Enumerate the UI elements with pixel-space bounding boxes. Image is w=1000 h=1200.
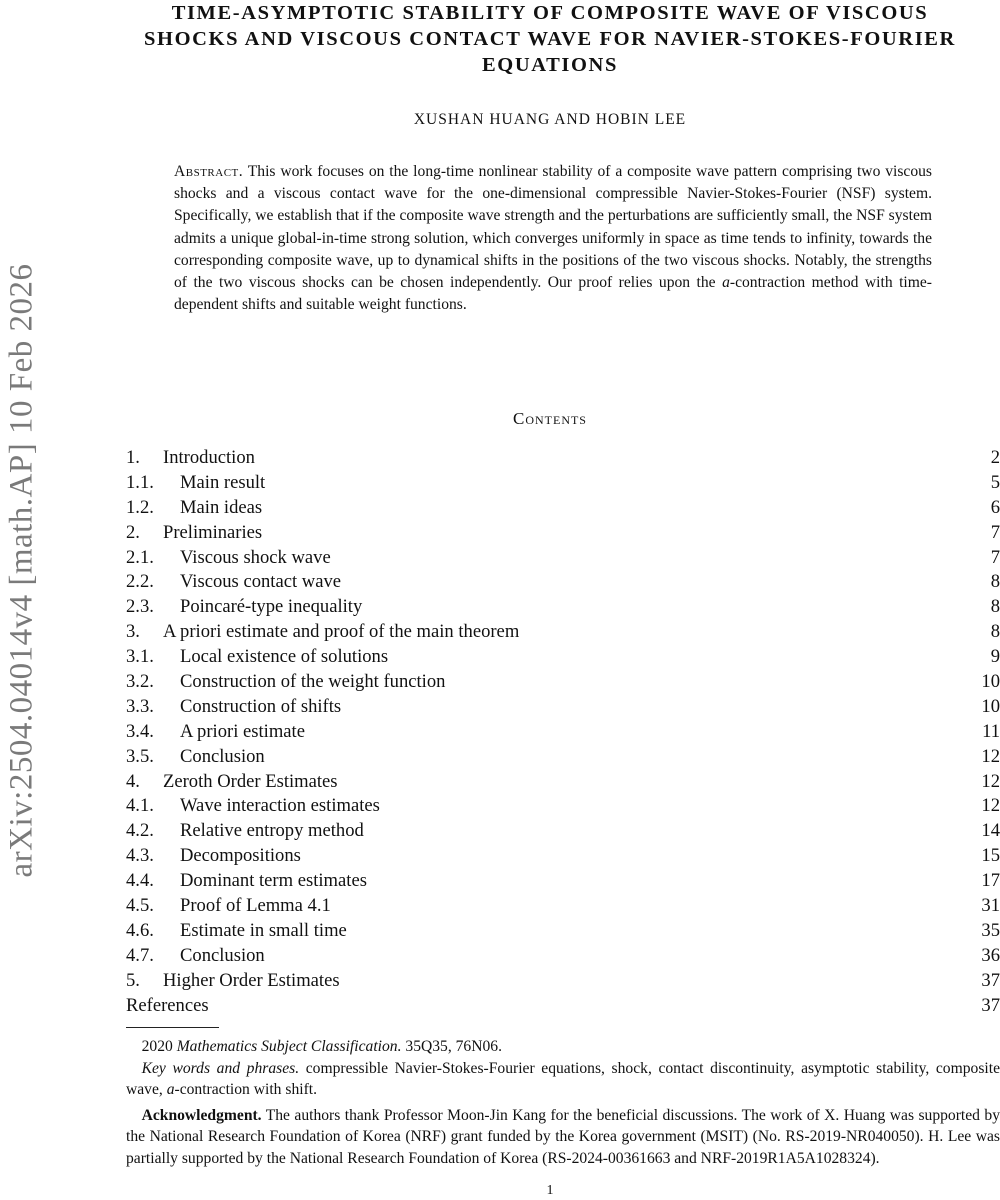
toc-entry-page: 37 <box>981 969 1000 991</box>
abstract-body-end: -contraction method with time-dependent shifts and suitable weight functions. <box>174 274 933 314</box>
toc-entry-number: 3.1. <box>126 646 154 668</box>
toc-entry-label: Conclusion <box>180 944 265 966</box>
msc-year: 2020 <box>141 1038 173 1055</box>
toc-entry[interactable] <box>126 795 1000 820</box>
toc-entry-title <box>126 671 445 693</box>
toc-entry-number: 3.2. <box>126 671 154 693</box>
toc-entry-title <box>126 522 262 544</box>
toc-entry-label: Conclusion <box>180 745 265 767</box>
toc-entry-label: Higher Order Estimates <box>163 969 340 991</box>
toc-entry-page: 35 <box>981 919 1000 941</box>
toc-entry[interactable] <box>126 497 1000 522</box>
toc-entry-label: Local existence of solutions <box>180 646 389 668</box>
toc-entry-title <box>126 621 519 643</box>
toc-entry-label: Zeroth Order Estimates <box>163 770 338 792</box>
toc-entry[interactable] <box>126 671 1000 696</box>
keywords-a-symbol: a <box>166 1081 175 1098</box>
toc-entry-page: 10 <box>981 695 1000 717</box>
toc-entry-title <box>126 596 362 618</box>
toc-entry-title <box>126 696 341 718</box>
toc-entry-number: 3.4. <box>126 720 154 742</box>
toc-entry-label: Viscous contact wave <box>180 571 342 593</box>
toc-entry[interactable] <box>126 547 1000 572</box>
toc-entry-number: 1.1. <box>126 471 154 493</box>
msc-footnote <box>126 1036 1000 1058</box>
toc-entry-title <box>126 970 340 992</box>
keywords-footnote <box>126 1058 1000 1101</box>
keywords-label: Key words and phrases. <box>141 1059 300 1077</box>
toc-entry-number: 2.3. <box>126 596 154 618</box>
toc-entry[interactable] <box>126 920 1000 945</box>
toc-entry-title <box>126 721 305 743</box>
toc-entry-title <box>126 571 341 593</box>
toc-entry-label: Main ideas <box>180 496 263 518</box>
toc-entry-title <box>126 845 301 867</box>
abstract <box>174 161 932 316</box>
toc-entry-page: 14 <box>981 820 1000 842</box>
toc-entry-title <box>126 945 265 967</box>
toc-entry-page: 5 <box>990 471 1000 493</box>
toc-entry-title <box>126 895 331 917</box>
toc-entry-number: 2. <box>126 521 140 543</box>
toc-entry-page: 12 <box>981 745 1000 767</box>
toc-entry-number: 2.2. <box>126 571 154 593</box>
msc-codes: 35Q35, 76N06. <box>405 1038 502 1055</box>
toc-entry[interactable] <box>126 596 1000 621</box>
toc-entry[interactable] <box>126 970 1000 995</box>
toc-entry-number: 3.5. <box>126 745 154 767</box>
footnote-rule <box>126 1027 219 1028</box>
toc-entry-page: 8 <box>990 596 1000 618</box>
toc-entry[interactable] <box>126 995 1000 1020</box>
title-line: SHOCKS AND VISCOUS CONTACT WAVE FOR NAVIER-STOKES-FOURIER <box>144 28 956 50</box>
toc-entry-label: Decompositions <box>180 845 301 867</box>
toc-entry[interactable] <box>126 522 1000 547</box>
arxiv-stamp-text: arXiv:2504.04014v4 [math.AP] 10 Feb 2026 <box>3 263 40 877</box>
toc-entry[interactable] <box>126 945 1000 970</box>
toc-entry-page: 7 <box>990 521 1000 543</box>
toc-entry-page: 31 <box>981 895 1000 917</box>
toc-entry-page: 11 <box>982 720 1000 742</box>
toc-entry-label: Viscous shock wave <box>180 546 331 568</box>
toc-entry-number: 4.7. <box>126 944 154 966</box>
abstract-body: This work focuses on the long-time nonlinear stability of a composite wave pattern comprising two viscous shocks and a viscous contact wave for the one-dimensional compressible Navier-Stokes-Fourier (NSF) system. Specifically, we establish that if the composite wave strength and the perturbations are sufficiently small, the NSF system admits a unique global-in-time strong solution, which converges uniformly in space as time tends to infinity, towards the corresponding composite wave, up to dynamical shifts in the positions of the two viscous shocks. Notably, the strengths of the two viscous shocks can be chosen independently. Our proof relies upon the <box>174 163 932 292</box>
toc-entry-number: 4.2. <box>126 820 154 842</box>
toc-entry[interactable] <box>126 721 1000 746</box>
toc-entry-title <box>126 870 367 892</box>
toc-entry[interactable] <box>126 621 1000 646</box>
footnotes <box>126 1036 1000 1169</box>
toc-entry-number: 4.4. <box>126 870 154 892</box>
toc-entry-number: 1. <box>126 447 140 468</box>
abstract-a-symbol: a <box>722 274 730 292</box>
toc-entry-page: 10 <box>981 671 1000 693</box>
toc-entry-number: 5. <box>126 969 140 991</box>
toc-entry-label: A priori estimate <box>180 720 305 742</box>
toc-entry-page: 37 <box>981 994 1000 1016</box>
toc-entry[interactable] <box>126 820 1000 845</box>
ack-text: The authors thank Professor Moon-Jin Kang for the beneficial discussions. The work of X. Huang was supported by the National Research Foundation of Korea (NRF) grant funded by the Korea government (MSIT) (No. RS-2019-NR040050). H. Lee was partially supported by the National Research Foundation of Korea (RS-2024-00361663 and NRF-2019R1A5A1028324). <box>126 1106 1000 1167</box>
toc-entry[interactable] <box>126 895 1000 920</box>
toc-entry-title <box>126 795 380 817</box>
toc-entry-number: 2.1. <box>126 546 154 568</box>
toc-entry-number: 4.3. <box>126 845 154 867</box>
toc-entry-number: 4.1. <box>126 795 154 817</box>
toc-entry-label: A priori estimate and proof of the main theorem <box>163 621 520 643</box>
ack-label: Acknowledgment. <box>141 1106 262 1124</box>
toc-entry-page: 9 <box>990 646 1000 668</box>
table-of-contents <box>126 447 1000 1019</box>
toc-entry-page: 17 <box>981 870 1000 892</box>
page-number: 1 <box>546 1183 554 1198</box>
toc-entry[interactable] <box>126 746 1000 771</box>
toc-entry-title <box>126 746 265 768</box>
toc-entry-label: Relative entropy method <box>180 820 364 842</box>
acknowledgment <box>126 1105 1000 1170</box>
toc-entry[interactable] <box>126 447 1000 472</box>
arxiv-stamp <box>0 200 44 940</box>
toc-entry-page: 12 <box>981 795 1000 817</box>
toc-entry-number: 1.2. <box>126 496 154 518</box>
toc-entry-title <box>126 920 347 942</box>
toc-entry-title <box>126 646 388 668</box>
toc-entry[interactable] <box>126 696 1000 721</box>
toc-entry-title <box>126 771 338 793</box>
toc-entry-label: Wave interaction estimates <box>180 795 380 817</box>
toc-entry-title <box>126 547 331 569</box>
toc-entry-number: 3. <box>126 621 140 643</box>
toc-entry-title <box>126 497 262 519</box>
title-line: TIME-ASYMPTOTIC STABILITY OF COMPOSITE WAVE OF VISCOUS <box>171 2 929 24</box>
contents-title: Contents <box>512 409 587 428</box>
toc-entry-page: 6 <box>990 496 1000 518</box>
toc-entry[interactable] <box>126 845 1000 870</box>
toc-entry-title <box>126 820 364 842</box>
keywords-text: compressible Navier-Stokes-Fourier equations, shock, contact discontinuity, asymptotic stability, composite wave, <box>126 1059 1000 1098</box>
title-line: EQUATIONS <box>482 54 618 76</box>
toc-entry-label: Preliminaries <box>163 521 263 543</box>
msc-label: Mathematics Subject Classification. <box>176 1038 402 1055</box>
abstract-heading: Abstract. <box>174 163 244 180</box>
toc-entry-title <box>126 472 265 494</box>
toc-entry[interactable] <box>126 870 1000 895</box>
toc-entry-page: 8 <box>990 621 1000 643</box>
toc-entry[interactable] <box>126 571 1000 596</box>
toc-entry-number: 4.6. <box>126 919 154 941</box>
toc-entry-label: Proof of Lemma 4.1 <box>180 895 331 917</box>
toc-entry-label: References <box>126 994 209 1016</box>
toc-entry-page: 8 <box>990 571 1000 593</box>
toc-entry[interactable] <box>126 472 1000 497</box>
toc-entry-page: 36 <box>981 944 1000 966</box>
toc-entry-title <box>126 995 209 1017</box>
toc-entry-label: Construction of the weight function <box>180 671 446 693</box>
toc-entry[interactable] <box>126 646 1000 671</box>
toc-entry-number: 4. <box>126 770 140 792</box>
paper-title <box>100 0 1000 78</box>
toc-entry-number: 4.5. <box>126 895 154 917</box>
toc-entry-label: Introduction <box>163 447 255 468</box>
toc-entry-page: 12 <box>981 770 1000 792</box>
toc-entry-label: Main result <box>180 471 266 493</box>
toc-entry-label: Construction of shifts <box>180 695 342 717</box>
toc-entry-title <box>126 447 255 469</box>
toc-entry-label: Poincaré-type inequality <box>180 596 363 618</box>
toc-entry-page: 2 <box>990 447 1000 468</box>
toc-entry-page: 15 <box>981 845 1000 867</box>
toc-entry-label: Estimate in small time <box>180 919 347 941</box>
authors: XUSHAN HUANG AND HOBIN LEE <box>413 111 687 128</box>
keywords-text-end: -contraction with shift. <box>174 1081 317 1098</box>
toc-entry-page: 7 <box>990 546 1000 568</box>
toc-entry[interactable] <box>126 771 1000 796</box>
toc-entry-label: Dominant term estimates <box>180 870 367 892</box>
toc-entry-number: 3.3. <box>126 695 154 717</box>
